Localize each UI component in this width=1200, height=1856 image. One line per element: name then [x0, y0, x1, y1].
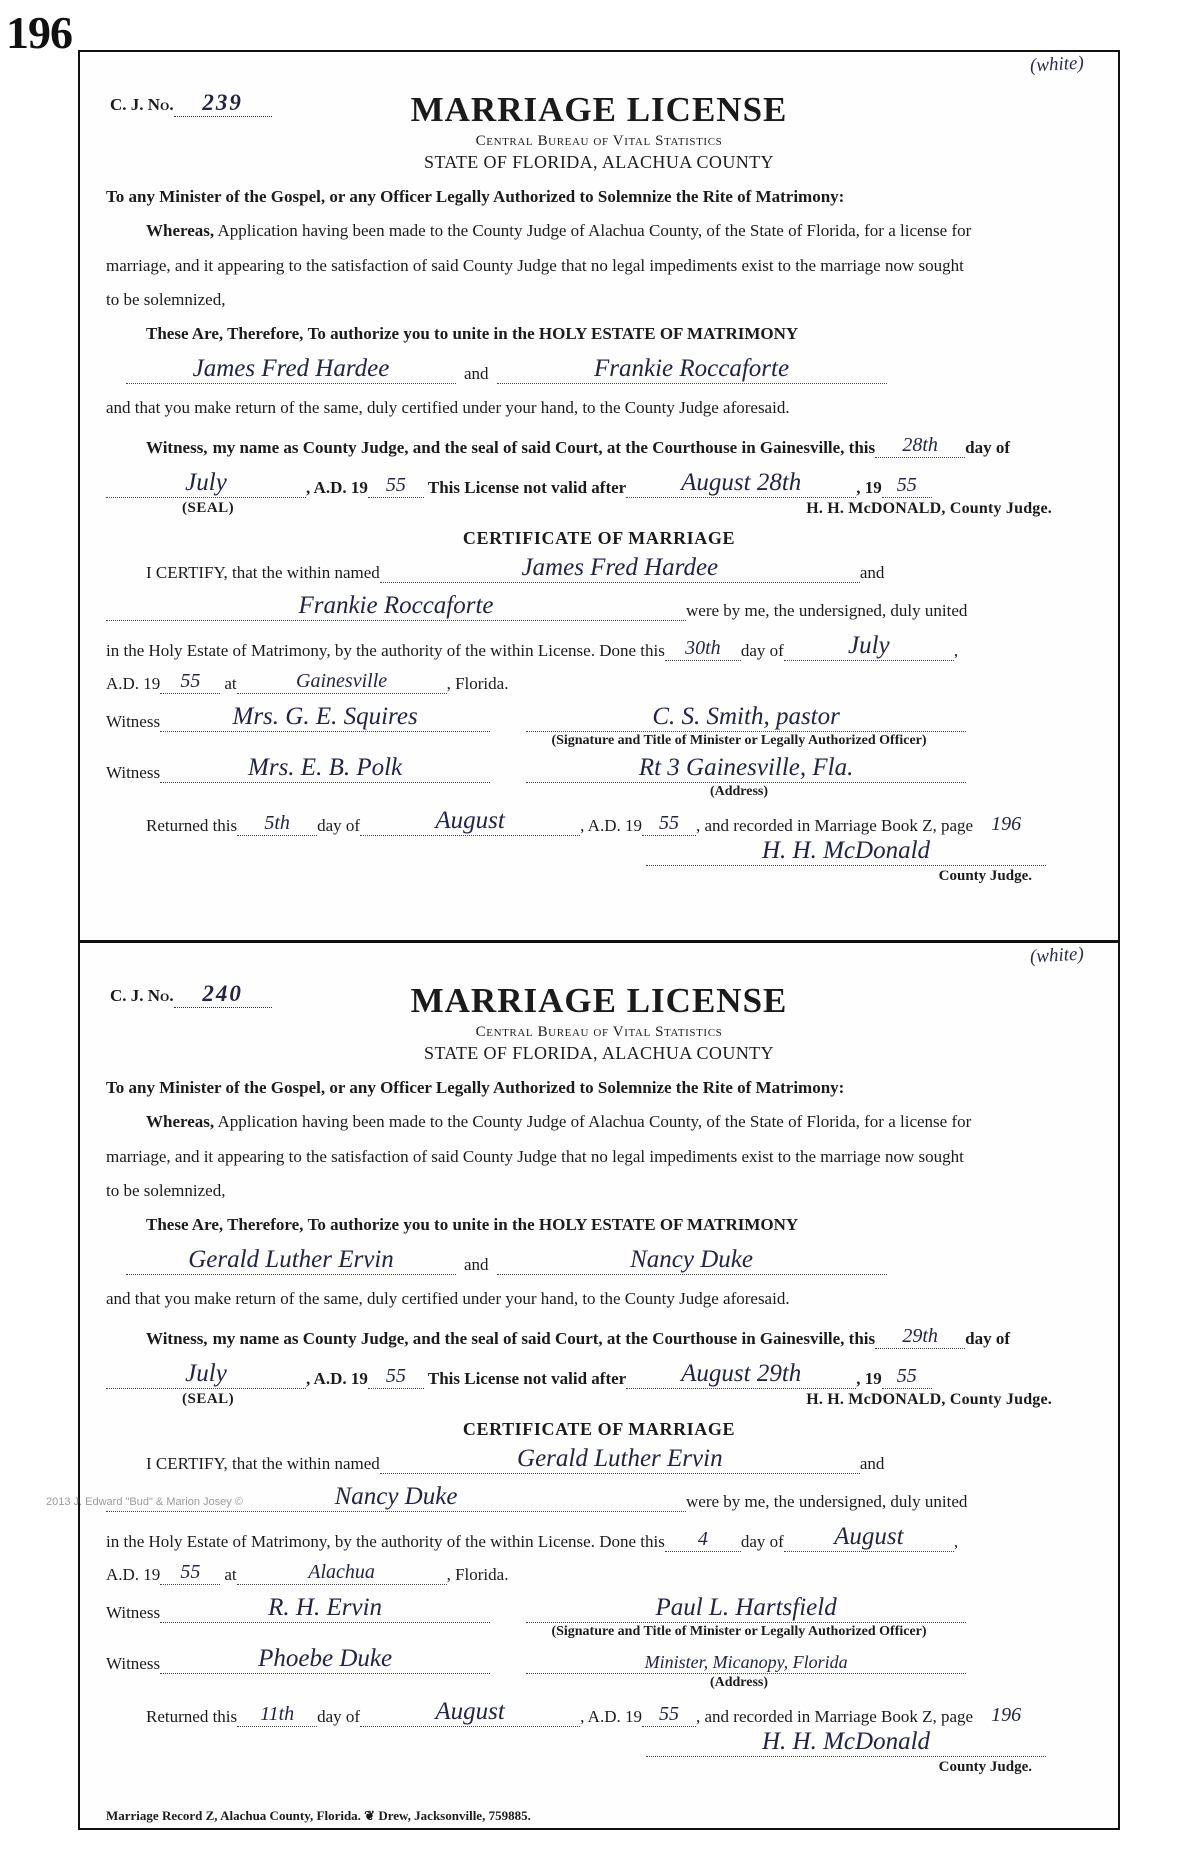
- and-label-2: and: [464, 1255, 489, 1275]
- officiant-signature-2: Paul L. Hartsfield: [526, 1595, 966, 1623]
- recorder-signature-2: H. H. McDonald: [646, 1729, 1046, 1757]
- officiant-address-1: Rt 3 Gainesville, Fla.: [526, 755, 966, 783]
- officiant-signature-1: C. S. Smith, pastor: [526, 704, 966, 732]
- whereas-line3-2: to be solemnized,: [106, 1180, 226, 1200]
- witness1-value-2: R. H. Ervin: [160, 1595, 490, 1623]
- i-certify-label-1: I CERTIFY, that the within named: [146, 562, 380, 582]
- witness1-label-1: Witness: [106, 711, 161, 731]
- book-page-2: 196: [991, 1704, 1022, 1726]
- bride-name-1: Frankie Roccaforte: [497, 356, 887, 384]
- returned-label-1: Returned this: [146, 815, 238, 835]
- address-line-1: To any Minister of the Gospel, or any Officer Legally Authorized to Solemnize the Rite of Matrimony:: [106, 187, 845, 206]
- license-title-1: MARRIAGE LICENSE: [410, 90, 788, 129]
- ad19c-label-1: , A.D. 19: [580, 815, 642, 835]
- officiant-address-2: Minister, Micanopy, Florida: [526, 1653, 966, 1674]
- these-are-bold-1: These Are, Therefore,: [146, 324, 304, 343]
- cj-number-2: [110, 981, 272, 1008]
- groom-name-1: James Fred Hardee: [126, 356, 456, 384]
- witness2-label-1: Witness: [106, 762, 161, 782]
- these-are-paragraph-1: [106, 323, 1092, 344]
- return-line-2: and that you make return of the same, duly certified under your hand, to the County Judge aforesaid.: [106, 1289, 790, 1309]
- seal-label-1: (SEAL): [182, 500, 235, 516]
- issue-year-2: 55: [368, 1366, 424, 1389]
- married-date-row-1: in the Holy Estate of Matrimony, by the authority of the within License. Done this 30th day of July ,: [106, 632, 959, 660]
- license-subtitle-state-1: STATE OF FLORIDA, ALACHUA COUNTY: [424, 152, 774, 172]
- marriage-license-record-1: [80, 52, 1118, 940]
- certificate-of-marriage-title-1: CERTIFICATE OF MARRIAGE: [462, 527, 736, 548]
- not-valid-label-2: This License not valid after: [427, 1368, 627, 1388]
- expires-date-1: August 28th: [626, 470, 856, 498]
- license-title-2: MARRIAGE LICENSE: [410, 981, 788, 1020]
- whereas-line3-1: to be solemnized,: [106, 289, 226, 309]
- issue-day-2: 29th: [875, 1326, 965, 1349]
- whereas-bold-2: Whereas,: [146, 1112, 215, 1132]
- these-are-rest-1: To authorize you to unite in the HOLY ESTATE OF MATRIMONY: [307, 324, 799, 343]
- at-label-1: at: [224, 673, 237, 693]
- returned-day-2: 11th: [237, 1704, 317, 1727]
- married-year-1: 55: [160, 671, 220, 694]
- whereas-paragraph-2: [106, 1111, 1092, 1132]
- ad19-label-2: , A.D. 19: [306, 1368, 368, 1388]
- and-label-cert-1: and: [859, 562, 885, 582]
- bride-name-2: Nancy Duke: [497, 1247, 887, 1275]
- married-day-1: 30th: [665, 638, 741, 661]
- issue-date-row-2: [106, 1361, 1092, 1389]
- married-day-2: 4: [665, 1529, 741, 1552]
- couple-names-row-1: [106, 356, 1092, 384]
- recorded-label-2: , and recorded in Marriage Book Z, page: [695, 1706, 974, 1726]
- recorder-signature-row-2: [106, 1729, 1092, 1757]
- married-place-row-1: [106, 671, 1092, 694]
- address-caption-1: (Address): [709, 783, 769, 799]
- cert-bride-row-2: [106, 1484, 1092, 1512]
- issue-day-1: 28th: [875, 435, 965, 458]
- holy-estate-label-2: in the Holy Estate of Matrimony, by the authority of the within License. Done this: [106, 1531, 665, 1551]
- witness-bold-2: Witness,: [146, 1328, 208, 1348]
- cert-groom-1: James Fred Hardee: [380, 555, 860, 583]
- license-subtitle-bureau-1: Central Bureau of Vital Statistics: [475, 133, 723, 149]
- and-label-1: and: [464, 364, 489, 384]
- witness-bold-1: Witness,: [146, 437, 208, 457]
- ad19c-label-2: , A.D. 19: [580, 1706, 642, 1726]
- day-of3-label-1: day of: [317, 815, 361, 835]
- returned-row-1: [106, 808, 1092, 836]
- witness2-row-2: [106, 1646, 1092, 1674]
- married-month-2: August: [784, 1524, 954, 1552]
- ad19-label-1: , A.D. 19: [306, 477, 368, 497]
- return-line-1: and that you make return of the same, duly certified under your hand, to the County Judge aforesaid.: [106, 398, 790, 418]
- and-label-cert-2: and: [859, 1453, 885, 1473]
- returned-month-2: August: [360, 1699, 580, 1727]
- married-place-1: Gainesville: [237, 671, 447, 694]
- issue-date-row-1: [106, 470, 1092, 498]
- signature-caption-1: (Signature and Title of Minister or Legally Authorized Officer): [551, 732, 927, 748]
- witness2-value-2: Phoebe Duke: [160, 1646, 490, 1674]
- cj-number-1: [110, 90, 272, 117]
- marriage-license-record-2: [80, 940, 1118, 1828]
- cert-bride-row-1: [106, 593, 1092, 621]
- form-imprint-footer: Marriage Record Z, Alachua County, Florida. ❦ Drew, Jacksonville, 759885.: [106, 1808, 531, 1823]
- cj-number-value-2: 240: [174, 981, 272, 1008]
- document-sheet: [78, 50, 1120, 1830]
- whereas-rest-1: Application having been made to the County Judge of Alachua County, of the State of Florida, for a license for: [217, 221, 972, 241]
- married-date-row-2: in the Holy Estate of Matrimony, by the authority of the within License. Done this 4 day of August ,: [106, 1523, 959, 1551]
- white-annotation-2: (white): [1029, 943, 1085, 968]
- whereas-rest-2: Application having been made to the County Judge of Alachua County, of the State of Florida, for a license for: [217, 1112, 972, 1132]
- address-caption-2: (Address): [709, 1674, 769, 1690]
- married-place-2: Alachua: [237, 1562, 447, 1585]
- witness2-value-1: Mrs. E. B. Polk: [160, 755, 490, 783]
- day-of2-label-1: day of: [740, 640, 784, 660]
- ad19b-label-1: A.D. 19: [106, 673, 161, 693]
- book-page-1: 196: [991, 813, 1022, 835]
- county-judge-name-1: H. H. McDONALD, County Judge.: [806, 499, 1052, 517]
- witness-rest-1: my name as County Judge, and the seal of said Court, at the Courthouse in Gainesville, this: [212, 437, 876, 457]
- florida-label-2: , Florida.: [446, 1564, 509, 1584]
- page-number: 196: [6, 7, 72, 58]
- copyright-watermark: 2013 J. Edward "Bud" & Marion Josey ©: [46, 1496, 243, 1508]
- day-of3-label-2: day of: [317, 1706, 361, 1726]
- address-line-2: To any Minister of the Gospel, or any Officer Legally Authorized to Solemnize the Rite of Matrimony:: [106, 1078, 845, 1097]
- whereas-paragraph-1: [106, 220, 1092, 241]
- day-of-label-1: day of: [965, 437, 1011, 457]
- cj-label-1: C. J. No.: [110, 95, 174, 114]
- recorded-label-1: , and recorded in Marriage Book Z, page: [695, 815, 974, 835]
- license-subtitle-bureau-2: Central Bureau of Vital Statistics: [475, 1024, 723, 1040]
- whereas-line2-1: marriage, and it appearing to the satisfaction of said County Judge that no legal impediments exist to the marriage now sought: [106, 255, 964, 275]
- county-judge-caption-2: County Judge.: [938, 1758, 1032, 1775]
- whereas-bold-1: Whereas,: [146, 221, 215, 241]
- returned-row-2: [106, 1699, 1092, 1727]
- groom-name-2: Gerald Luther Ervin: [126, 1247, 456, 1275]
- returned-day-1: 5th: [237, 813, 317, 836]
- cert-bride-2: Nancy Duke: [106, 1484, 686, 1512]
- married-place-row-2: [106, 1562, 1092, 1585]
- witness-issue-row-2: [106, 1326, 1092, 1349]
- signature-caption-2: (Signature and Title of Minister or Legally Authorized Officer): [551, 1623, 927, 1639]
- issue-year-1: 55: [368, 475, 424, 498]
- day-of2-label-2: day of: [740, 1531, 784, 1551]
- returned-year-2: 55: [642, 1704, 696, 1727]
- were-by-me-label-2: were by me, the undersigned, duly united: [686, 1491, 968, 1511]
- expires-year-1: 55: [882, 475, 932, 498]
- comma19-label-2: , 19: [856, 1368, 882, 1388]
- returned-year-1: 55: [642, 813, 696, 836]
- these-are-bold-2: These Are, Therefore,: [146, 1215, 304, 1234]
- florida-label-1: , Florida.: [446, 673, 509, 693]
- certificate-of-marriage-title-2: CERTIFICATE OF MARRIAGE: [462, 1418, 736, 1439]
- were-by-me-label-1: were by me, the undersigned, duly united: [686, 600, 968, 620]
- ad19b-label-2: A.D. 19: [106, 1564, 161, 1584]
- seal-judge-row-1: [106, 500, 1092, 518]
- seal-label-2: (SEAL): [182, 1391, 235, 1407]
- witness2-row-1: [106, 755, 1092, 783]
- day-of-label-2: day of: [965, 1328, 1011, 1348]
- at-label-2: at: [224, 1564, 237, 1584]
- holy-estate-label-1: in the Holy Estate of Matrimony, by the authority of the within License. Done this: [106, 640, 665, 660]
- certify-row-1: [106, 555, 1092, 583]
- these-are-rest-2: To authorize you to unite in the HOLY ESTATE OF MATRIMONY: [307, 1215, 799, 1234]
- witness-issue-row-1: [106, 435, 1092, 458]
- recorder-signature-1: H. H. McDonald: [646, 838, 1046, 866]
- recorder-signature-row-1: [106, 838, 1092, 866]
- issue-month-2: July: [106, 1361, 306, 1389]
- witness1-row-2: [106, 1595, 1092, 1623]
- expires-year-2: 55: [882, 1366, 932, 1389]
- county-judge-name-2: H. H. McDONALD, County Judge.: [806, 1390, 1052, 1408]
- returned-label-2: Returned this: [146, 1706, 238, 1726]
- cert-groom-2: Gerald Luther Ervin: [380, 1446, 860, 1474]
- returned-month-1: August: [360, 808, 580, 836]
- not-valid-label-1: This License not valid after: [427, 477, 627, 497]
- comma19-label-1: , 19: [856, 477, 882, 497]
- these-are-paragraph-2: [106, 1214, 1092, 1235]
- seal-judge-row-2: [106, 1391, 1092, 1409]
- license-subtitle-state-2: STATE OF FLORIDA, ALACHUA COUNTY: [424, 1043, 774, 1063]
- witness2-label-2: Witness: [106, 1653, 161, 1673]
- expires-date-2: August 29th: [626, 1361, 856, 1389]
- couple-names-row-2: [106, 1247, 1092, 1275]
- issue-month-1: July: [106, 470, 306, 498]
- cert-bride-1: Frankie Roccaforte: [106, 593, 686, 621]
- witness1-row-1: [106, 704, 1092, 732]
- cj-number-value-1: 239: [174, 90, 272, 117]
- married-month-1: July: [784, 633, 954, 661]
- witness1-value-1: Mrs. G. E. Squires: [160, 704, 490, 732]
- witness1-label-2: Witness: [106, 1602, 161, 1622]
- certify-row-2: [106, 1446, 1092, 1474]
- whereas-line2-2: marriage, and it appearing to the satisfaction of said County Judge that no legal impediments exist to the marriage now sought: [106, 1146, 964, 1166]
- white-annotation-1: (white): [1029, 52, 1085, 77]
- county-judge-caption-1: County Judge.: [938, 867, 1032, 884]
- i-certify-label-2: I CERTIFY, that the within named: [146, 1453, 380, 1473]
- cj-label-2: C. J. No.: [110, 986, 174, 1005]
- married-year-2: 55: [160, 1562, 220, 1585]
- witness-rest-2: my name as County Judge, and the seal of said Court, at the Courthouse in Gainesville, this: [212, 1328, 876, 1348]
